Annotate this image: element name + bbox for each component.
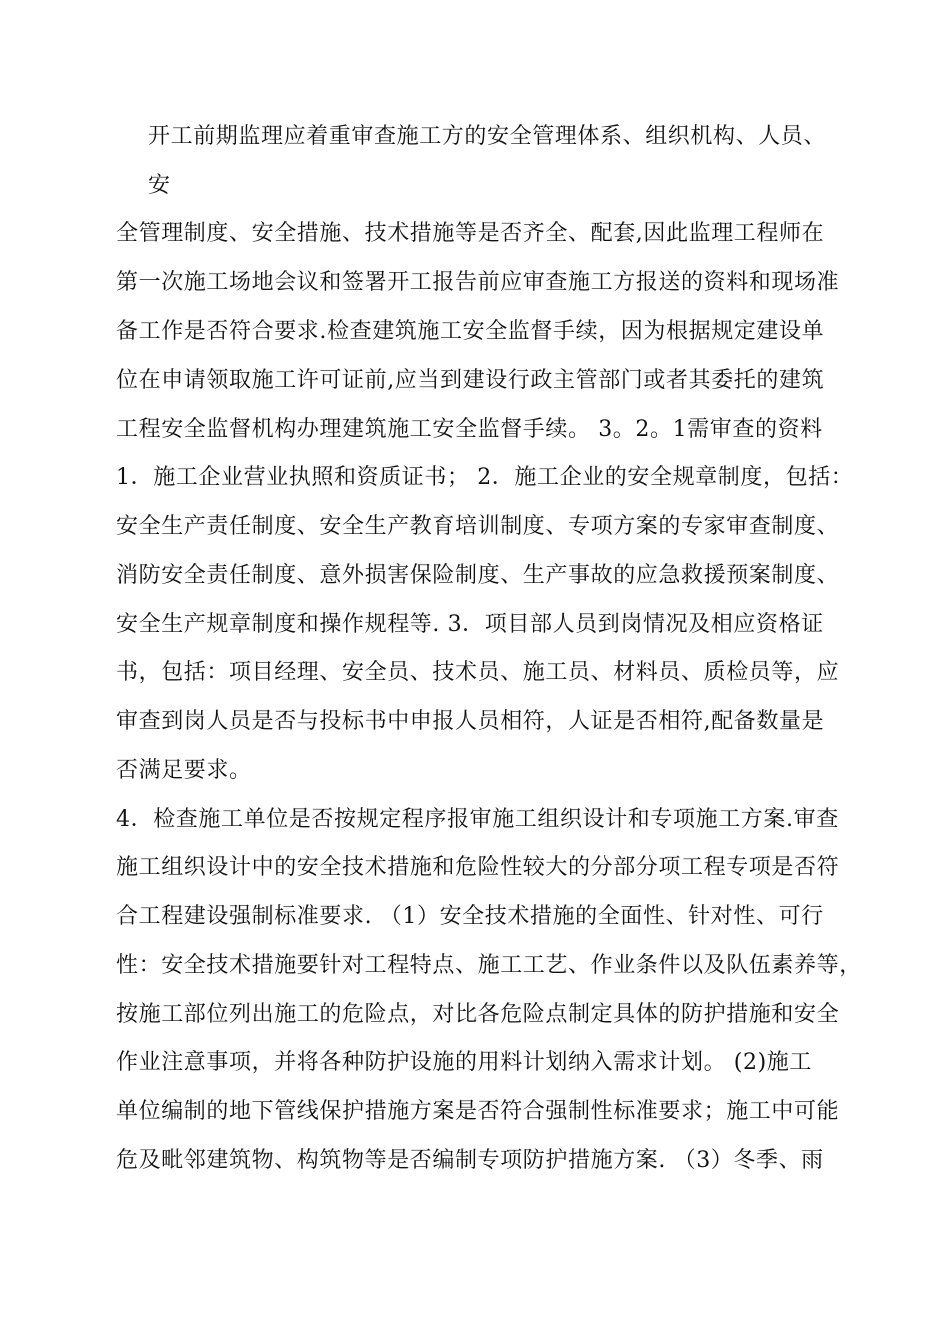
- paragraph-line-21: 单位编制的地下管线保护措施方案是否符合强制性标准要求；施工中可能: [116, 1099, 840, 1124]
- paragraph-line-11: 安全生产规章制度和操作规程等. 3．项目部人员到岗情况及相应资格证: [116, 612, 824, 637]
- paragraph-line-19: 按施工部位列出施工的危险点，对比各危险点制定具体的防护措施和安全: [116, 1002, 840, 1027]
- paragraph-line-6: 位在申请领取施工许可证前,应当到建设行政主管部门或者其委托的建筑: [116, 368, 825, 393]
- paragraph-line-4: 第一次施工场地会议和签署开工报告前应审查施工方报送的资料和现场准: [116, 270, 840, 295]
- paragraph-line-12: 书，包括：项目经理、安全员、技术员、施工员、材料员、质检员等，应: [116, 660, 840, 685]
- paragraph-line-18: 性：安全技术措施要针对工程特点、施工工艺、作业条件以及队伍素养等，: [116, 953, 862, 978]
- paragraph-line-10: 消防安全责任制度、意外损害保险制度、生产事故的应急救援预案制度、: [116, 563, 840, 588]
- paragraph-line-13: 审查到岗人员是否与投标书中申报人员相符，人证是否相符,配备数量是: [116, 709, 825, 734]
- paragraph-line-22: 危及毗邻建筑物、构筑物等是否编制专项防护措施方案. （3）冬季、雨: [116, 1148, 824, 1173]
- paragraph-line-17: 合工程建设强制标准要求. （1）安全技术措施的全面性、针对性、可行: [116, 904, 824, 929]
- paragraph-line-1: 开工前期监理应着重审查施工方的安全管理体系、组织机构、人员、: [148, 124, 827, 149]
- paragraph-line-9: 安全生产责任制度、安全生产教育培训制度、专项方案的专家审查制度、: [116, 514, 840, 539]
- paragraph-line-14: 否满足要求。: [116, 758, 252, 783]
- paragraph-line-5: 备工作是否符合要求.检查建筑施工安全监督手续，因为根据规定建设单: [116, 319, 825, 344]
- list-item-line-4: 4．检查施工单位是否按规定程序报审施工组织设计和专项施工方案.审查: [116, 807, 839, 832]
- paragraph-line-16: 施工组织设计中的安全技术措施和危险性较大的分部分项工程专项是否符: [116, 855, 840, 880]
- list-item-line-1: 1．施工企业营业执照和资质证书； 2．施工企业的安全规章制度，包括：: [116, 465, 854, 490]
- paragraph-line-3: 全管理制度、安全措施、技术措施等是否齐全、配套,因此监理工程师在: [116, 221, 825, 246]
- paragraph-line-2: 安: [148, 173, 171, 198]
- paragraph-line-20: 作业注意事项，并将各种防护设施的用料计划纳入需求计划。 (2)施工: [116, 1050, 812, 1075]
- paragraph-line-7: 工程安全监督机构办理建筑施工安全监督手续。 3。2。1需审查的资料: [116, 417, 823, 442]
